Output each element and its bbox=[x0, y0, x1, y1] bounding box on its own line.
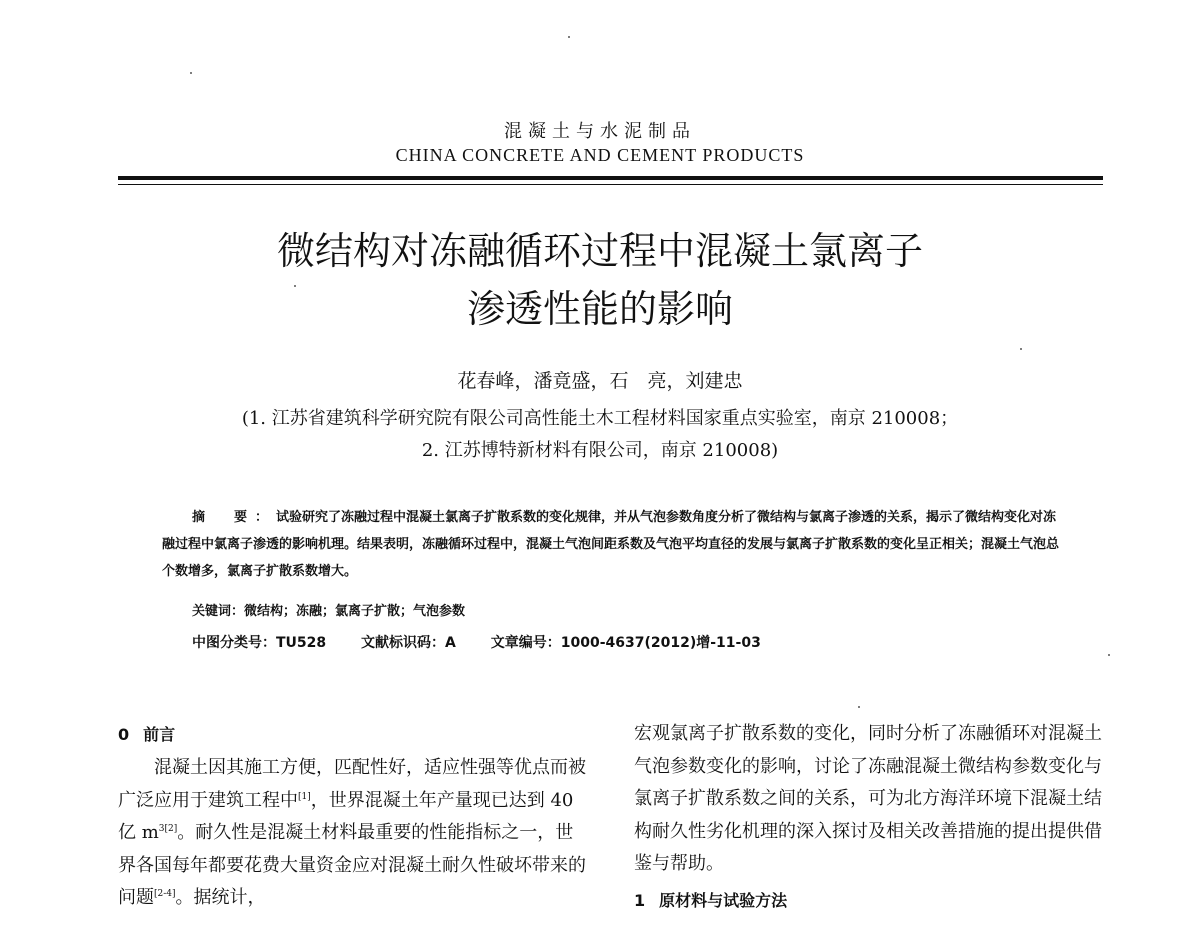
intro-paragraph bbox=[118, 752, 588, 915]
section-heading-0 bbox=[118, 722, 175, 745]
header-rule-thin bbox=[118, 184, 1103, 185]
left-column bbox=[118, 752, 588, 915]
keywords: 关键词：微结构；冻融；氯离子扩散；气泡参数 bbox=[192, 604, 466, 619]
abstract bbox=[162, 504, 1062, 585]
affiliation-1: (1. 江苏省建筑科学研究院有限公司高性能土木工程材料国家重点实验室，南京 210008； bbox=[241, 408, 959, 429]
intro-text-2: ，世界混凝土年产量现已达到 40 亿 m bbox=[118, 789, 574, 843]
journal-name-en: CHINA CONCRETE AND CEMENT PRODUCTS bbox=[395, 145, 805, 165]
intro-text-1: 混凝土因其施工方便，匹配性好，适应性强等优点而被广泛应用于建筑工程中 bbox=[118, 757, 586, 811]
affiliation-2: 2. 江苏博特新材料有限公司，南京 210008) bbox=[421, 440, 779, 461]
paper-title-line1: 微结构对冻融循环过程中混凝土氯离子 bbox=[276, 229, 923, 273]
scan-speck bbox=[1108, 654, 1110, 656]
abstract-label: 摘 要： bbox=[192, 510, 277, 525]
citation-ref: [1] bbox=[298, 791, 311, 802]
author-list: 花春峰，潘竟盛，石 亮，刘建忠 bbox=[457, 370, 743, 392]
article-number: 文章编号：1000-4637(2012)增-11-03 bbox=[490, 635, 761, 651]
scan-speck bbox=[1020, 348, 1022, 350]
paper-title-line2: 渗透性能的影响 bbox=[466, 287, 733, 331]
section-title: 原材料与试验方法 bbox=[659, 891, 788, 910]
section-heading-1 bbox=[634, 888, 787, 911]
right-column bbox=[634, 718, 1114, 881]
journal-name-cn: 混凝土与水泥制品 bbox=[504, 121, 696, 142]
classification-line bbox=[192, 632, 791, 652]
right-paragraph: 宏观氯离子扩散系数的变化，同时分析了冻融循环对混凝土气泡参数变化的影响，讨论了冻融混凝土微结构参数变化与氯离子扩散系数之间的关系，可为北方海洋环境下混凝土结构耐久性劣化机理的深入探讨及相关改善措施的提出提供借鉴与帮助。 bbox=[634, 723, 1102, 874]
citation-ref: [2-4] bbox=[154, 889, 176, 899]
scan-speck bbox=[294, 285, 296, 287]
section-number: 0 bbox=[118, 725, 130, 744]
abstract-text: 试验研究了冻融过程中混凝土氯离子扩散系数的变化规律，并从气泡参数角度分析了微结构与氯离子渗透的关系，揭示了微结构变化对冻融过程中氯离子渗透的影响机理。结果表明，冻融循环过程中，混凝土气泡间距系数及气泡平均直径的发展与氯离子扩散系数的变化呈正相关；混凝土气泡总个数增多，氯离子扩散系数增大。 bbox=[162, 510, 1060, 579]
clc-number: 中图分类号：TU528 bbox=[192, 635, 327, 651]
section-number: 1 bbox=[634, 891, 646, 910]
unit-superscript: 3 bbox=[158, 824, 165, 834]
section-title: 前言 bbox=[143, 725, 176, 744]
intro-text-4: 。据统计， bbox=[175, 887, 266, 908]
scan-speck bbox=[568, 36, 570, 38]
intro-text-3: 。耐久性是混凝土材料最重要的性能指标之一，世界各国每年都要花费大量资金应对混凝土耐久性破坏带来的问题 bbox=[118, 822, 586, 908]
header-rule-thick bbox=[118, 176, 1103, 180]
citation-ref: [2] bbox=[164, 824, 178, 834]
document-code: 文献标识码：A bbox=[361, 635, 456, 651]
scan-speck bbox=[190, 72, 192, 74]
scan-speck bbox=[858, 706, 860, 708]
